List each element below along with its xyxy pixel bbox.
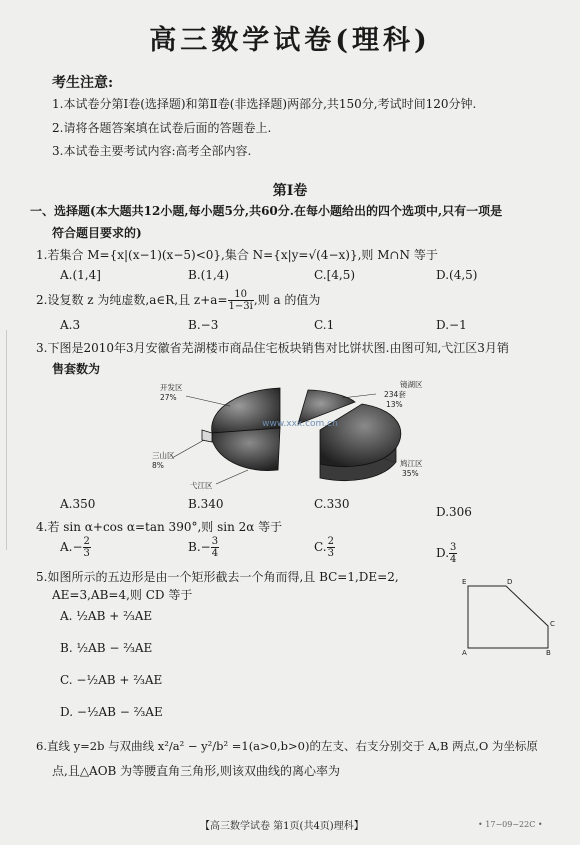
q4-option-a [60, 536, 91, 559]
pt-label-c: C [550, 620, 555, 628]
leader-sanshan [172, 440, 204, 458]
pie-label-kaifa-pct: 27% [160, 393, 177, 402]
notice-item-1: 1.本试卷分第Ⅰ卷(选择题)和第Ⅱ卷(非选择题)两部分,共150分,考试时间120分钟. [52, 97, 477, 111]
pentagon-outline [468, 586, 548, 648]
q4-b-den: 4 [211, 548, 219, 559]
q3-pie-chart [150, 378, 450, 492]
q4-d-den: 4 [450, 554, 457, 565]
q6-text-line1: 6.直线 y=2b 与双曲线 x²/a² − y²/b² =1(a>0,b>0)的左支、右支分别交于 A,B 两点,O 为坐标原 [36, 739, 538, 753]
notice-item-3: 3.本试卷主要考试内容:高考全部内容. [52, 144, 252, 158]
page-footer: 【高三数学试卷 第1页(共4页)理科】 [200, 821, 364, 832]
pie-label-yijiang: 弋江区 [190, 481, 213, 490]
q4-d-frac [449, 542, 457, 565]
q1-option-c: C.[4,5) [314, 268, 356, 282]
pie-label-sanshan-pct: 8% [152, 461, 164, 470]
footer-code: • 17−09−22C • [478, 820, 543, 829]
q3-option-b: B.340 [188, 497, 224, 511]
q5-text-line1: 5.如图所示的五边形是由一个矩形截去一个角而得,且 BC=1,DE=2, [36, 570, 399, 584]
pie-slice-yijiang [212, 428, 280, 471]
q2-text [36, 289, 320, 312]
q4-b-frac [211, 536, 219, 559]
part1-instruction-line1: 一、选择题(本大题共12小题,每小题5分,共60分.在每小题给出的四个选项中,只有一项是 [30, 204, 503, 218]
q3-option-c: C.330 [314, 497, 350, 511]
leader-jinghu [342, 394, 376, 398]
q2-text-a: 2.设复数 z 为纯虚数,a∈R,且 z+a= [36, 293, 228, 307]
q5-option-c: C. −½AB + ⅔AE [60, 673, 163, 687]
pie-label-kaifa: 开发区 [160, 383, 183, 392]
q4-text: 4.若 sin α+cos α=tan 390°,则 sin 2α 等于 [36, 520, 283, 534]
pie-label-jinghu: 镜湖区 [400, 380, 423, 389]
q5-text-line2: AE=3,AB=4,则 CD 等于 [52, 588, 193, 602]
pt-label-e: E [462, 578, 467, 586]
q4-a-num: 2 [83, 536, 90, 547]
pie-label-jinghu-pct: 13% [386, 400, 403, 409]
section-title: 第Ⅰ卷 [272, 183, 308, 199]
part1-instruction-line2: 符合题目要求的) [52, 226, 142, 240]
leader-kaifa [186, 396, 230, 406]
q4-a-frac [83, 536, 91, 559]
binding-margin-line [6, 330, 7, 550]
q1-option-b: B.(1,4) [188, 268, 230, 282]
q2-option-d: D.−1 [436, 318, 467, 332]
q3-text-line1: 3.下图是2010年3月安徽省芜湖楼市商品住宅板块销售对比饼状图.由图可知,弋江区3月销 [36, 341, 509, 355]
q6-text-line2: 点,且△AOB 为等腰直角三角形,则该双曲线的离心率为 [52, 764, 340, 778]
pie-label-jiujiang: 鸠江区 [400, 459, 423, 468]
pt-label-a: A [462, 649, 467, 656]
q4-b-num: 3 [211, 536, 219, 547]
q3-text-line2: 售套数为 [52, 362, 101, 376]
pie-watermark: www.xxx.com.cn [262, 419, 338, 429]
q3-option-d: D.306 [436, 505, 472, 519]
q4-c-frac [327, 536, 335, 559]
q4-option-c [314, 536, 335, 559]
q4-c-num: 2 [327, 536, 334, 547]
q5-pentagon-figure [458, 574, 558, 656]
q2-option-a: A.3 [60, 318, 81, 332]
page-title: 高三数学试卷(理科) [149, 25, 431, 56]
q2-frac-num: 10 [228, 289, 254, 301]
q4-c-den: 3 [327, 548, 334, 559]
q4-d-num: 3 [450, 542, 457, 553]
q4-option-d [436, 542, 457, 565]
q1-option-a: A.(1,4] [60, 268, 101, 282]
q5-option-b: B. ½AB − ⅔AE [60, 641, 153, 655]
q2-frac-den: 1−3i [228, 301, 253, 312]
q2-fraction [228, 289, 254, 312]
pie-label-jinghu-num: 234套 [384, 390, 406, 399]
q4-option-b [188, 536, 219, 559]
q5-option-a: A. ½AB + ⅔AE [60, 609, 153, 623]
pie-label-sanshan: 三山区 [152, 451, 175, 460]
q5-option-d: D. −½AB − ⅔AE [60, 705, 163, 719]
q4-c-prefix: C. [314, 540, 327, 554]
pt-label-d: D [507, 578, 513, 586]
pie-label-jiujiang-pct: 35% [402, 469, 419, 478]
q3-option-a: A.350 [60, 497, 96, 511]
notice-item-2: 2.请将各题答案填在试卷后面的答题卷上. [52, 121, 272, 135]
q4-b-prefix: B.− [188, 540, 211, 554]
pt-label-b: B [546, 649, 551, 656]
q2-option-b: B.−3 [188, 318, 219, 332]
q1-option-d: D.(4,5) [436, 268, 478, 282]
q4-a-prefix: A.− [60, 540, 83, 554]
q2-option-c: C.1 [314, 318, 335, 332]
q1-text: 1.若集合 M={x|(x−1)(x−5)<0},集合 N={x|y=√(4−x)},则 M∩N 等于 [36, 248, 438, 262]
q2-text-b: ,则 a 的值为 [253, 293, 321, 307]
q4-a-den: 3 [83, 548, 90, 559]
notice-heading: 考生注意: [52, 75, 114, 91]
q4-d-prefix: D. [436, 546, 450, 560]
leader-yijiang [216, 470, 248, 484]
